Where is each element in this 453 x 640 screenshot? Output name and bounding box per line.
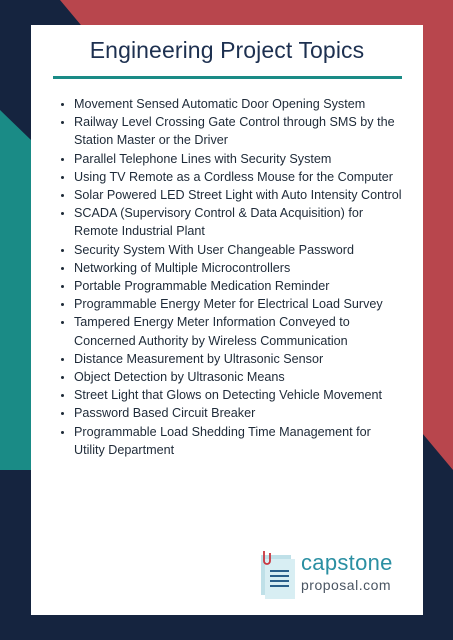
list-item: • SCADA (Supervisory Control & Data Acquisition) for Remote Industrial Plant bbox=[74, 204, 403, 240]
list-item: • Street Light that Glows on Detecting Vehicle Movement bbox=[74, 386, 403, 404]
list-item: • Networking of Multiple Microcontrollers bbox=[74, 259, 403, 277]
list-item: • Using TV Remote as a Cordless Mouse for the Computer bbox=[74, 168, 403, 186]
logo-text-capstone: capstone bbox=[301, 550, 393, 575]
list-item: • Movement Sensed Automatic Door Opening System bbox=[74, 95, 403, 113]
teal-shape bbox=[0, 110, 31, 470]
list-item: • Object Detection by Ultrasonic Means bbox=[74, 368, 403, 386]
list-item: • Railway Level Crossing Gate Control through SMS by the Station Master or the Driver bbox=[74, 113, 403, 149]
list-item: • Programmable Energy Meter for Electrical Load Survey bbox=[74, 295, 403, 313]
page-title: Engineering Project Topics bbox=[89, 37, 365, 63]
list-item: • Solar Powered LED Street Light with Auto Intensity Control bbox=[74, 186, 403, 204]
capstone-proposal-logo bbox=[257, 549, 407, 599]
list-item: • Distance Measurement by Ultrasonic Sensor bbox=[74, 350, 403, 368]
list-item: • Tampered Energy Meter Information Conveyed to Concerned Authority by Wireless Communication bbox=[74, 313, 403, 349]
logo-text-proposal: proposal.com bbox=[301, 577, 392, 593]
list-item: • Portable Programmable Medication Reminder bbox=[74, 277, 403, 295]
title-divider bbox=[53, 76, 402, 79]
content-card bbox=[31, 25, 423, 615]
list-item: • Programmable Load Shedding Time Management for Utility Department bbox=[74, 423, 403, 459]
list-item: • Parallel Telephone Lines with Security System bbox=[74, 150, 403, 168]
document-icon bbox=[257, 549, 297, 599]
topic-list bbox=[53, 95, 403, 459]
list-item: • Password Based Circuit Breaker bbox=[74, 404, 403, 422]
list-item: • Security System With User Changeable Password bbox=[74, 241, 403, 259]
